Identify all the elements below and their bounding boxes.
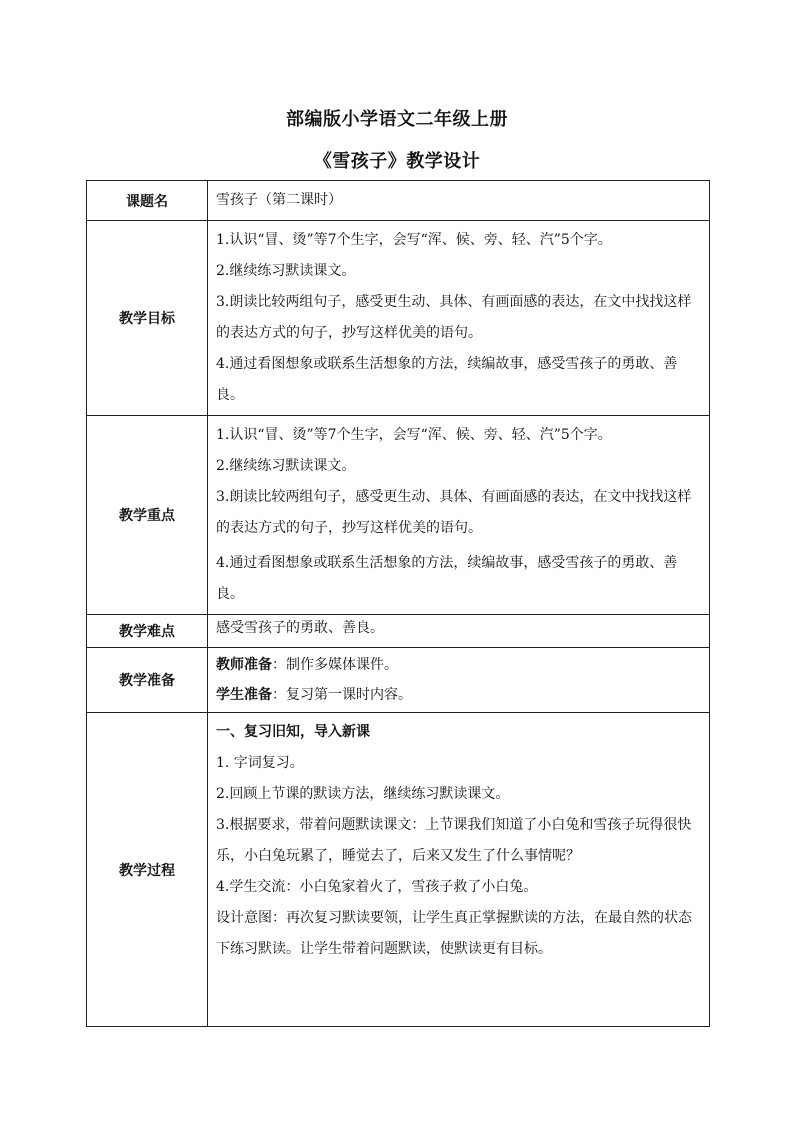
objective-item: 1.认识“冒、烫”等7个生字，会写“浑、候、旁、轻、汽”5个字。 [216, 232, 612, 248]
row-objectives [87, 221, 710, 416]
topic-value: 雪孩子（第二课时） [216, 192, 342, 208]
key-points-label: 教学重点 [87, 416, 208, 615]
difficulty-label: 教学难点 [87, 615, 208, 648]
student-preparation [216, 680, 705, 710]
process-heading: 一、复习旧知，导入新课 [216, 724, 370, 740]
process-cell [208, 713, 710, 1027]
teacher-preparation-label: 教师准备 [216, 657, 272, 673]
objectives-cell [208, 221, 710, 416]
design-intent: 设计意图：再次复习默读要领，让学生真正掌握默读的方法，在最自然的状态下练习默读。让学生带着问题默读，使默读更有目标。 [216, 910, 692, 957]
teacher-preparation-value: ：制作多媒体课件。 [272, 657, 398, 673]
difficulty-cell [208, 615, 710, 648]
process-item: 4.学生交流：小白兔家着火了，雪孩子救了小白兔。 [216, 879, 538, 895]
row-topic [87, 181, 710, 221]
topic-value-cell [208, 181, 710, 221]
row-difficulty [87, 615, 710, 648]
process-item: 2.回顾上节课的默读方法，继续练习默读课文。 [216, 786, 510, 802]
document-subtitle: 《雪孩子》教学设计 [313, 151, 481, 172]
lesson-plan-table [86, 180, 710, 1027]
key-points-cell [208, 416, 710, 615]
row-key-points [87, 416, 710, 615]
objective-item: 4.通过看图想象或联系生活想象的方法，续编故事，感受雪孩子的勇敢、善良。 [216, 356, 678, 403]
row-process [87, 713, 710, 1027]
document-title: 部编版小学语文二年级上册 [286, 109, 508, 130]
process-label: 教学过程 [87, 713, 208, 1027]
key-point-item: 2.继续练习默读课文。 [216, 458, 356, 474]
process-item: 1. 字词复习。 [216, 755, 304, 771]
difficulty-value: 感受雪孩子的勇敢、善良。 [216, 620, 384, 636]
teacher-preparation [216, 650, 705, 680]
process-item: 3.根据要求，带着问题默读课文：上节课我们知道了小白兔和雪孩子玩得很快乐，小白兔玩累了，睡觉去了，后来又发生了什么事情呢？ [216, 817, 692, 864]
key-point-item: 4.通过看图想象或联系生活想象的方法，续编故事，感受雪孩子的勇敢、善良。 [216, 555, 678, 602]
topic-label: 课题名 [87, 181, 208, 221]
preparation-cell [208, 648, 710, 713]
objectives-label: 教学目标 [87, 221, 208, 416]
student-preparation-label: 学生准备 [216, 687, 272, 703]
key-point-item: 1.认识“冒、烫”等7个生字，会写“浑、候、旁、轻、汽”5个字。 [216, 427, 612, 443]
student-preparation-value: ：复习第一课时内容。 [272, 687, 412, 703]
key-point-item: 3.朗读比较两组句子，感受更生动、具体、有画面感的表达，在文中找找这样的表达方式的句子，抄写这样优美的语句。 [216, 489, 692, 536]
preparation-label: 教学准备 [87, 648, 208, 713]
objective-item: 3.朗读比较两组句子，感受更生动、具体、有画面感的表达，在文中找找这样的表达方式的句子，抄写这样优美的语句。 [216, 294, 692, 341]
objective-item: 2.继续练习默读课文。 [216, 263, 356, 279]
row-preparation [87, 648, 710, 713]
